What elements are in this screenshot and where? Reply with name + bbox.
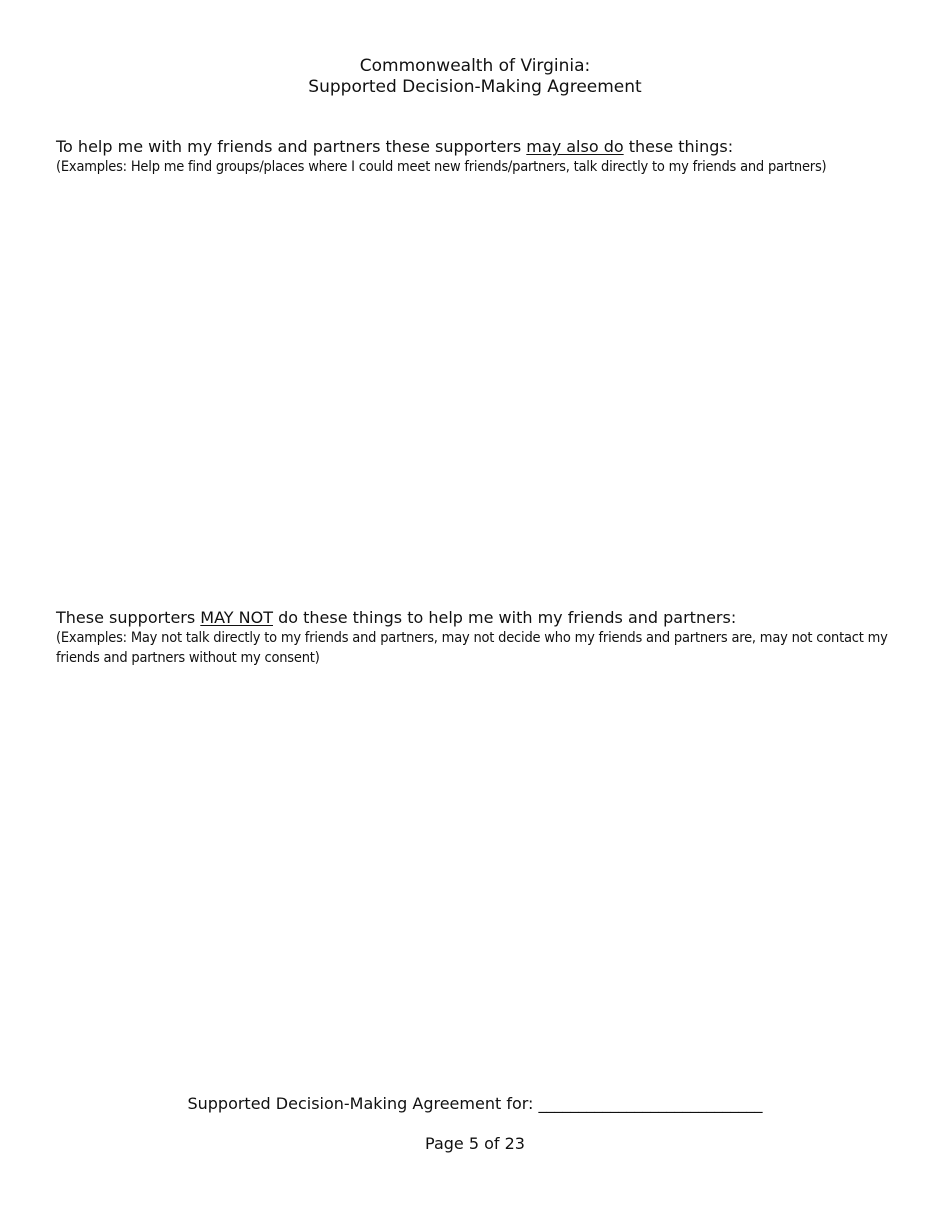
agreement-for-line: Supported Decision-Making Agreement for: ____________________________ [187,1094,763,1113]
document-header [0,56,950,98]
section-may-also-do [56,137,896,557]
header-title-line-2: Supported Decision-Making Agreement [308,77,642,97]
prompt-text-before: These supporters [56,608,201,627]
prompt-text-after: do these things to help me with my friends and partners: [273,608,737,627]
header-title-line-1: Commonwealth of Virginia: [359,56,591,76]
may-not-answer-area[interactable] [56,668,896,1048]
section-may-not-prompt [56,608,896,628]
prompt-emphasis-may-also-do: may also do [526,137,624,156]
page-number: Page 5 of 23 [425,1134,525,1153]
may-also-do-answer-area[interactable] [56,177,896,557]
section-may-not-examples: (Examples: May not talk directly to my friends and partners, may not decide who my friends and partners are, may not contact my friends and partners without my consent) [56,630,888,666]
prompt-text-after: these things: [623,137,734,156]
section-may-not [56,608,896,1048]
section-may-also-do-prompt [56,137,896,157]
prompt-text-before: To help me with my friends and partners these supporters [56,137,527,156]
section-may-also-do-examples: (Examples: Help me find groups/places where I could meet new friends/partners, talk directly to my friends and partners) [56,159,827,175]
prompt-emphasis-may-not: MAY NOT [200,608,273,627]
